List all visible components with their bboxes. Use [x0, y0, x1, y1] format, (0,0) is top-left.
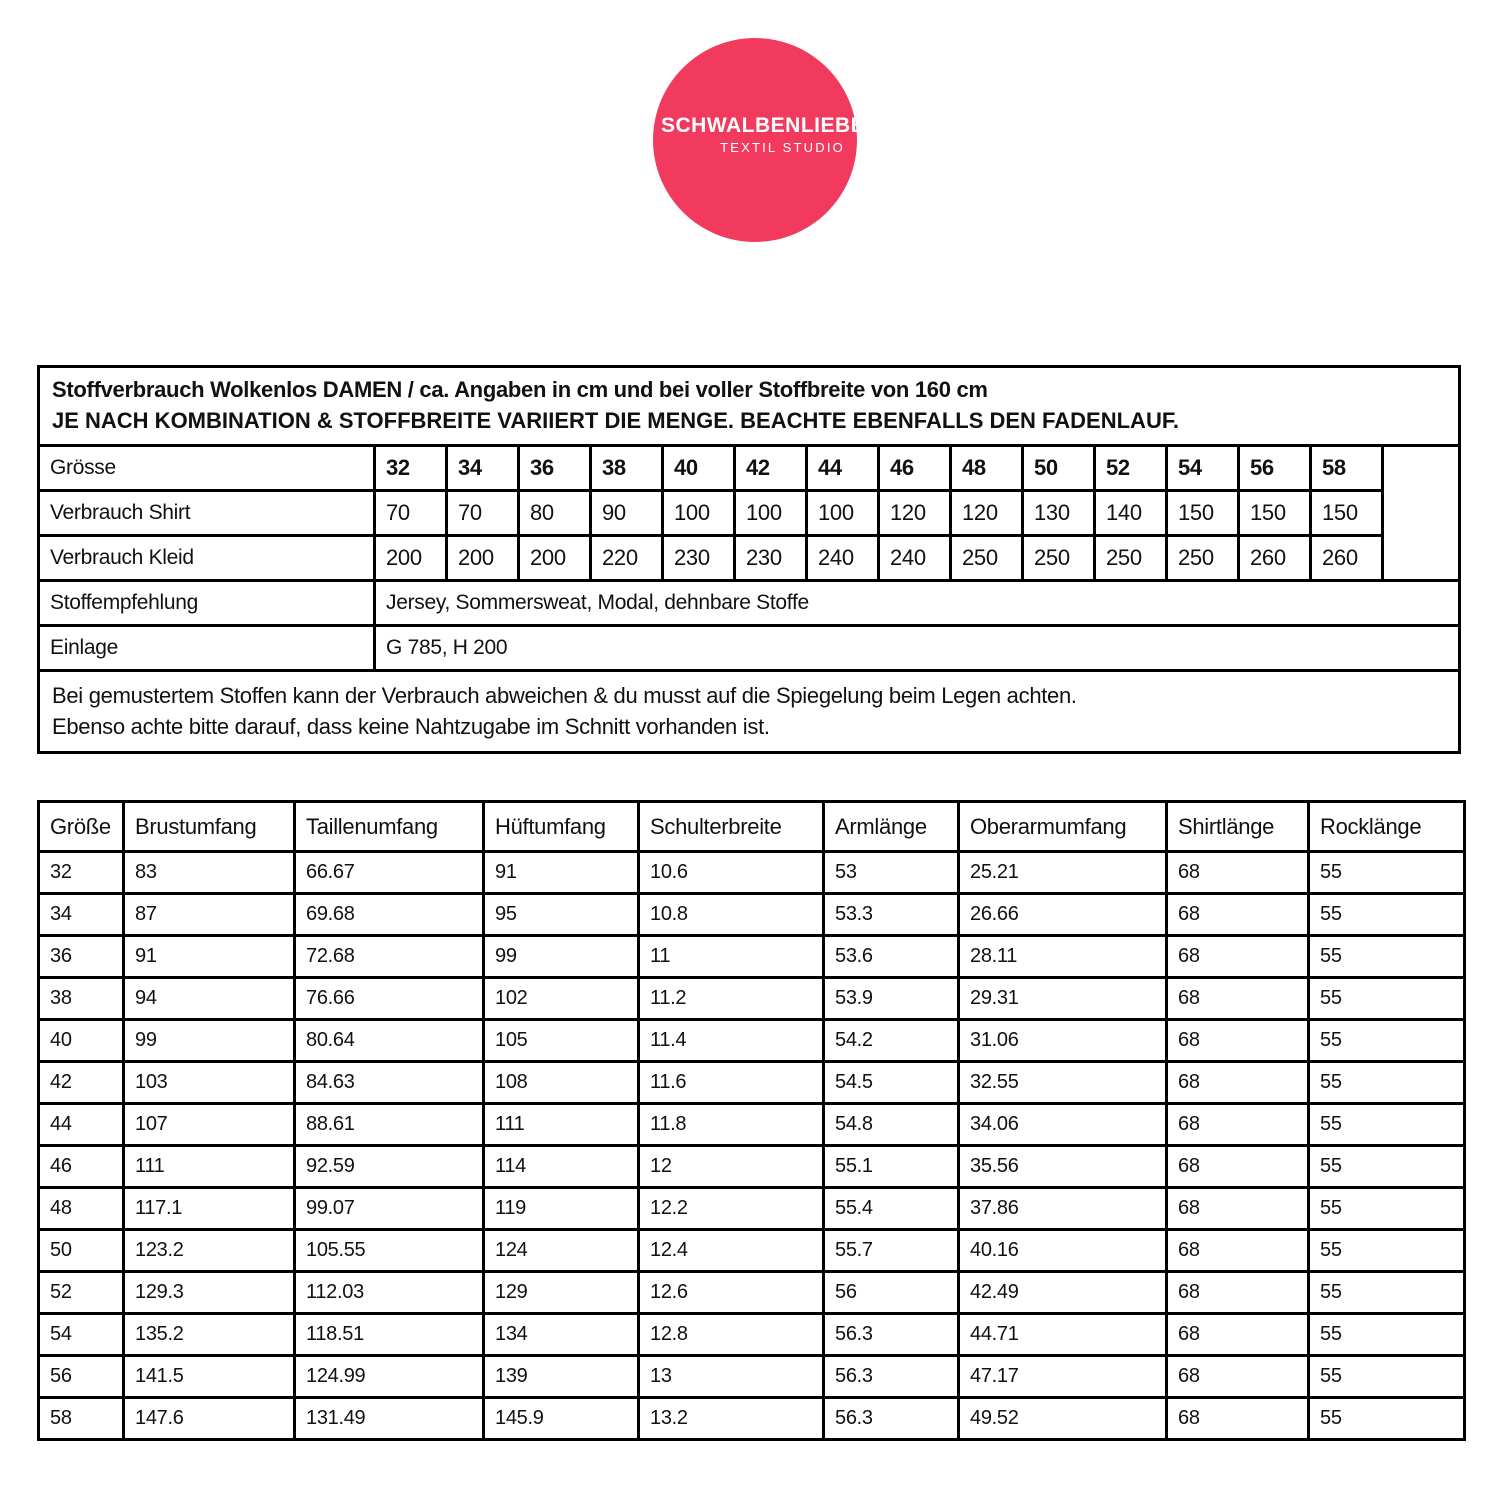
fabric-table-title-line2: JE NACH KOMBINATION & STOFFBREITE VARIIERT DIE MENGE. BEACHTE EBENFALLS DEN FADENLAUF.: [52, 407, 1179, 433]
consumption-value-cell: 250: [951, 535, 1023, 580]
measurement-cell: 134: [484, 1314, 639, 1356]
measurement-cell: 68: [1167, 1188, 1309, 1230]
measurement-cell: 40.16: [959, 1230, 1167, 1272]
measurement-cell: 55: [1309, 1062, 1465, 1104]
table-row: [39, 1062, 1465, 1104]
measurement-cell: 44.71: [959, 1314, 1167, 1356]
measurement-cell: 55.1: [824, 1146, 959, 1188]
measurement-cell: 55: [1309, 1314, 1465, 1356]
measurement-cell: 88.61: [295, 1104, 484, 1146]
measurement-cell: 68: [1167, 1104, 1309, 1146]
consumption-value-cell: 250: [1023, 535, 1095, 580]
consumption-row-label: Verbrauch Shirt: [39, 490, 375, 535]
measurement-cell: 55.7: [824, 1230, 959, 1272]
measurement-cell: 145.9: [484, 1398, 639, 1440]
measurement-cell: 55: [1309, 936, 1465, 978]
size-header-cell: 36: [519, 445, 591, 490]
column-header: Rocklänge: [1309, 802, 1465, 852]
measurement-cell: 112.03: [295, 1272, 484, 1314]
measurement-cell: 68: [1167, 1356, 1309, 1398]
size-header-row: [39, 445, 1460, 490]
measurement-cell: 55: [1309, 894, 1465, 936]
measurement-cell: 38: [39, 978, 124, 1020]
column-header: Taillenumfang: [295, 802, 484, 852]
measurement-cell: 40: [39, 1020, 124, 1062]
consumption-value-cell: 200: [519, 535, 591, 580]
measurement-cell: 76.66: [295, 978, 484, 1020]
measurement-cell: 124.99: [295, 1356, 484, 1398]
interfacing-value: G 785, H 200: [375, 625, 1460, 670]
column-header: Brustumfang: [124, 802, 295, 852]
measurement-cell: 44: [39, 1104, 124, 1146]
consumption-value-cell: 100: [807, 490, 879, 535]
measurement-cell: 12.8: [639, 1314, 824, 1356]
measurement-cell: 58: [39, 1398, 124, 1440]
measurement-cell: 29.31: [959, 978, 1167, 1020]
measurement-cell: 111: [484, 1104, 639, 1146]
measurement-cell: 54: [39, 1314, 124, 1356]
size-header-cell: 54: [1167, 445, 1239, 490]
size-header-cell: 42: [735, 445, 807, 490]
measurement-cell: 54.8: [824, 1104, 959, 1146]
measurement-cell: 105.55: [295, 1230, 484, 1272]
measurement-cell: 99: [124, 1020, 295, 1062]
measurement-cell: 91: [124, 936, 295, 978]
measurement-cell: 10.6: [639, 852, 824, 894]
measurement-cell: 55: [1309, 1230, 1465, 1272]
measurement-cell: 129.3: [124, 1272, 295, 1314]
note-cell: [39, 670, 1460, 753]
size-row-label: Grösse: [39, 445, 375, 490]
measurement-cell: 49.52: [959, 1398, 1167, 1440]
size-header-cell: 46: [879, 445, 951, 490]
measurement-cell: 107: [124, 1104, 295, 1146]
fabric-recommendation-row: [39, 580, 1460, 625]
fabric-recommendation-value: Jersey, Sommersweat, Modal, dehnbare Stoffe: [375, 580, 1460, 625]
measurement-cell: 68: [1167, 1062, 1309, 1104]
consumption-value-cell: 70: [375, 490, 447, 535]
measurement-cell: 28.11: [959, 936, 1167, 978]
measurement-cell: 102: [484, 978, 639, 1020]
consumption-value-cell: 120: [951, 490, 1023, 535]
measurement-cell: 42: [39, 1062, 124, 1104]
consumption-value-cell: 260: [1239, 535, 1311, 580]
measurement-cell: 55: [1309, 1104, 1465, 1146]
measurement-cell: 135.2: [124, 1314, 295, 1356]
consumption-value-cell: 200: [447, 535, 519, 580]
consumption-row-label: Verbrauch Kleid: [39, 535, 375, 580]
measurement-cell: 47.17: [959, 1356, 1167, 1398]
measurement-cell: 83: [124, 852, 295, 894]
measurement-cell: 11.6: [639, 1062, 824, 1104]
measurement-cell: 56.3: [824, 1314, 959, 1356]
measurement-cell: 66.67: [295, 852, 484, 894]
measurement-cell: 54.5: [824, 1062, 959, 1104]
measurement-cell: 54.2: [824, 1020, 959, 1062]
column-header: Schulterbreite: [639, 802, 824, 852]
fabric-table-title-line1: Stoffverbrauch Wolkenlos DAMEN / ca. Angaben in cm und bei voller Stoffbreite von 160 cm: [52, 377, 988, 402]
consumption-value-cell: 230: [663, 535, 735, 580]
measurement-cell: 103: [124, 1062, 295, 1104]
consumption-value-cell: 130: [1023, 490, 1095, 535]
consumption-value-cell: 100: [663, 490, 735, 535]
measurement-cell: 87: [124, 894, 295, 936]
interfacing-row: [39, 625, 1460, 670]
measurement-cell: 32: [39, 852, 124, 894]
measurement-cell: 68: [1167, 1314, 1309, 1356]
size-header-cell: 38: [591, 445, 663, 490]
measurement-cell: 114: [484, 1146, 639, 1188]
measurement-cell: 99.07: [295, 1188, 484, 1230]
measurement-cell: 99: [484, 936, 639, 978]
measurement-cell: 118.51: [295, 1314, 484, 1356]
consumption-value-cell: 120: [879, 490, 951, 535]
measurement-table-body: [39, 852, 1465, 1440]
measurement-cell: 13: [639, 1356, 824, 1398]
measurement-cell: 117.1: [124, 1188, 295, 1230]
consumption-value-cell: 230: [735, 535, 807, 580]
measurement-cell: 84.63: [295, 1062, 484, 1104]
consumption-value-cell: 260: [1311, 535, 1383, 580]
empty-cell: [1383, 445, 1460, 580]
measurement-cell: 55: [1309, 852, 1465, 894]
measurement-cell: 68: [1167, 1146, 1309, 1188]
size-header-cell: 48: [951, 445, 1023, 490]
measurement-cell: 36: [39, 936, 124, 978]
fabric-recommendation-label: Stoffempfehlung: [39, 580, 375, 625]
table-row: [39, 936, 1465, 978]
measurement-cell: 68: [1167, 936, 1309, 978]
measurement-cell: 119: [484, 1188, 639, 1230]
size-header-cell: 56: [1239, 445, 1311, 490]
consumption-value-cell: 150: [1167, 490, 1239, 535]
column-header: Größe: [39, 802, 124, 852]
measurement-cell: 13.2: [639, 1398, 824, 1440]
consumption-row-shirt: [39, 490, 1460, 535]
measurement-cell: 12.2: [639, 1188, 824, 1230]
measurement-cell: 12.4: [639, 1230, 824, 1272]
measurement-cell: 141.5: [124, 1356, 295, 1398]
measurement-cell: 53.3: [824, 894, 959, 936]
size-header-cell: 44: [807, 445, 879, 490]
interfacing-label: Einlage: [39, 625, 375, 670]
size-header-cell: 52: [1095, 445, 1167, 490]
size-header-cell: 50: [1023, 445, 1095, 490]
measurement-cell: 68: [1167, 1272, 1309, 1314]
measurement-cell: 68: [1167, 978, 1309, 1020]
measurement-cell: 56.3: [824, 1356, 959, 1398]
brand-logo-text: [661, 113, 873, 155]
measurement-cell: 11.8: [639, 1104, 824, 1146]
table-row: [39, 1104, 1465, 1146]
measurement-cell: 94: [124, 978, 295, 1020]
measurement-cell: 123.2: [124, 1230, 295, 1272]
measurement-cell: 34: [39, 894, 124, 936]
consumption-value-cell: 250: [1167, 535, 1239, 580]
measurement-cell: 55.4: [824, 1188, 959, 1230]
consumption-value-cell: 80: [519, 490, 591, 535]
measurement-cell: 55: [1309, 1356, 1465, 1398]
column-header: Hüftumfang: [484, 802, 639, 852]
consumption-value-cell: 100: [735, 490, 807, 535]
consumption-value-cell: 90: [591, 490, 663, 535]
table-row: [39, 1356, 1465, 1398]
consumption-value-cell: 220: [591, 535, 663, 580]
registered-trademark-symbol: ®: [865, 115, 873, 126]
table-row: [39, 978, 1465, 1020]
table-row: [39, 1272, 1465, 1314]
consumption-value-cell: 200: [375, 535, 447, 580]
measurement-cell: 147.6: [124, 1398, 295, 1440]
note-line1: Bei gemustertem Stoffen kann der Verbrauch abweichen & du musst auf die Spiegelung beim Legen achten.: [52, 682, 1077, 708]
measurement-cell: 11.2: [639, 978, 824, 1020]
measurement-cell: 124: [484, 1230, 639, 1272]
measurement-cell: 56: [824, 1272, 959, 1314]
measurement-cell: 53.6: [824, 936, 959, 978]
measurement-cell: 108: [484, 1062, 639, 1104]
measurement-cell: 52: [39, 1272, 124, 1314]
measurement-cell: 26.66: [959, 894, 1167, 936]
consumption-value-cell: 140: [1095, 490, 1167, 535]
measurement-cell: 68: [1167, 894, 1309, 936]
measurement-cell: 37.86: [959, 1188, 1167, 1230]
measurement-cell: 55: [1309, 1398, 1465, 1440]
measurement-cell: 53.9: [824, 978, 959, 1020]
measurement-cell: 131.49: [295, 1398, 484, 1440]
brand-subtitle: TEXTIL STUDIO: [720, 139, 845, 155]
consumption-row-dress: [39, 535, 1460, 580]
table-row: [39, 894, 1465, 936]
fabric-table-title-cell: [39, 367, 1460, 446]
measurement-table: [37, 800, 1466, 1441]
measurement-cell: 68: [1167, 1020, 1309, 1062]
note-line2: Ebenso achte bitte darauf, dass keine Nahtzugabe im Schnitt vorhanden ist.: [52, 714, 770, 740]
measurement-cell: 55: [1309, 1146, 1465, 1188]
measurement-cell: 12.6: [639, 1272, 824, 1314]
measurement-cell: 46: [39, 1146, 124, 1188]
brand-name: [661, 113, 873, 138]
measurement-cell: 91: [484, 852, 639, 894]
measurement-cell: 92.59: [295, 1146, 484, 1188]
size-header-cell: 34: [447, 445, 519, 490]
brand-logo: [653, 38, 873, 242]
column-header: Shirtlänge: [1167, 802, 1309, 852]
consumption-value-cell: 240: [807, 535, 879, 580]
measurement-cell: 72.68: [295, 936, 484, 978]
measurement-cell: 55: [1309, 1020, 1465, 1062]
measurement-cell: 56: [39, 1356, 124, 1398]
measurement-cell: 42.49: [959, 1272, 1167, 1314]
measurement-cell: 55: [1309, 978, 1465, 1020]
measurement-cell: 48: [39, 1188, 124, 1230]
measurement-cell: 68: [1167, 1398, 1309, 1440]
note-row: [39, 670, 1460, 753]
measurement-cell: 55: [1309, 1272, 1465, 1314]
column-header: Oberarmumfang: [959, 802, 1167, 852]
column-header: Armlänge: [824, 802, 959, 852]
table-row: [39, 852, 1465, 894]
measurement-cell: 68: [1167, 852, 1309, 894]
table-row: [39, 1146, 1465, 1188]
table-row: [39, 1314, 1465, 1356]
size-header-cell: 40: [663, 445, 735, 490]
measurement-cell: 10.8: [639, 894, 824, 936]
measurement-cell: 105: [484, 1020, 639, 1062]
fabric-table-title-row: [39, 367, 1460, 446]
measurement-cell: 139: [484, 1356, 639, 1398]
size-header-cell: 32: [375, 445, 447, 490]
measurement-cell: 11: [639, 936, 824, 978]
consumption-value-cell: 240: [879, 535, 951, 580]
measurement-cell: 35.56: [959, 1146, 1167, 1188]
measurement-cell: 32.55: [959, 1062, 1167, 1104]
measurement-cell: 34.06: [959, 1104, 1167, 1146]
measurement-header-row: [39, 802, 1465, 852]
measurement-cell: 69.68: [295, 894, 484, 936]
measurement-cell: 31.06: [959, 1020, 1167, 1062]
table-row: [39, 1230, 1465, 1272]
measurement-cell: 53: [824, 852, 959, 894]
measurement-cell: 25.21: [959, 852, 1167, 894]
measurement-cell: 56.3: [824, 1398, 959, 1440]
consumption-value-cell: 150: [1311, 490, 1383, 535]
consumption-value-cell: 150: [1239, 490, 1311, 535]
table-row: [39, 1398, 1465, 1440]
measurement-cell: 129: [484, 1272, 639, 1314]
brand-name-text: SCHWALBENLIEBE: [661, 113, 866, 137]
measurement-cell: 50: [39, 1230, 124, 1272]
measurement-cell: 68: [1167, 1230, 1309, 1272]
consumption-value-cell: 70: [447, 490, 519, 535]
measurement-cell: 55: [1309, 1188, 1465, 1230]
measurement-cell: 80.64: [295, 1020, 484, 1062]
consumption-value-cell: 250: [1095, 535, 1167, 580]
measurement-cell: 12: [639, 1146, 824, 1188]
measurement-cell: 11.4: [639, 1020, 824, 1062]
table-row: [39, 1188, 1465, 1230]
fabric-consumption-table: [37, 365, 1461, 754]
size-header-cell: 58: [1311, 445, 1383, 490]
measurement-cell: 95: [484, 894, 639, 936]
table-row: [39, 1020, 1465, 1062]
measurement-cell: 111: [124, 1146, 295, 1188]
